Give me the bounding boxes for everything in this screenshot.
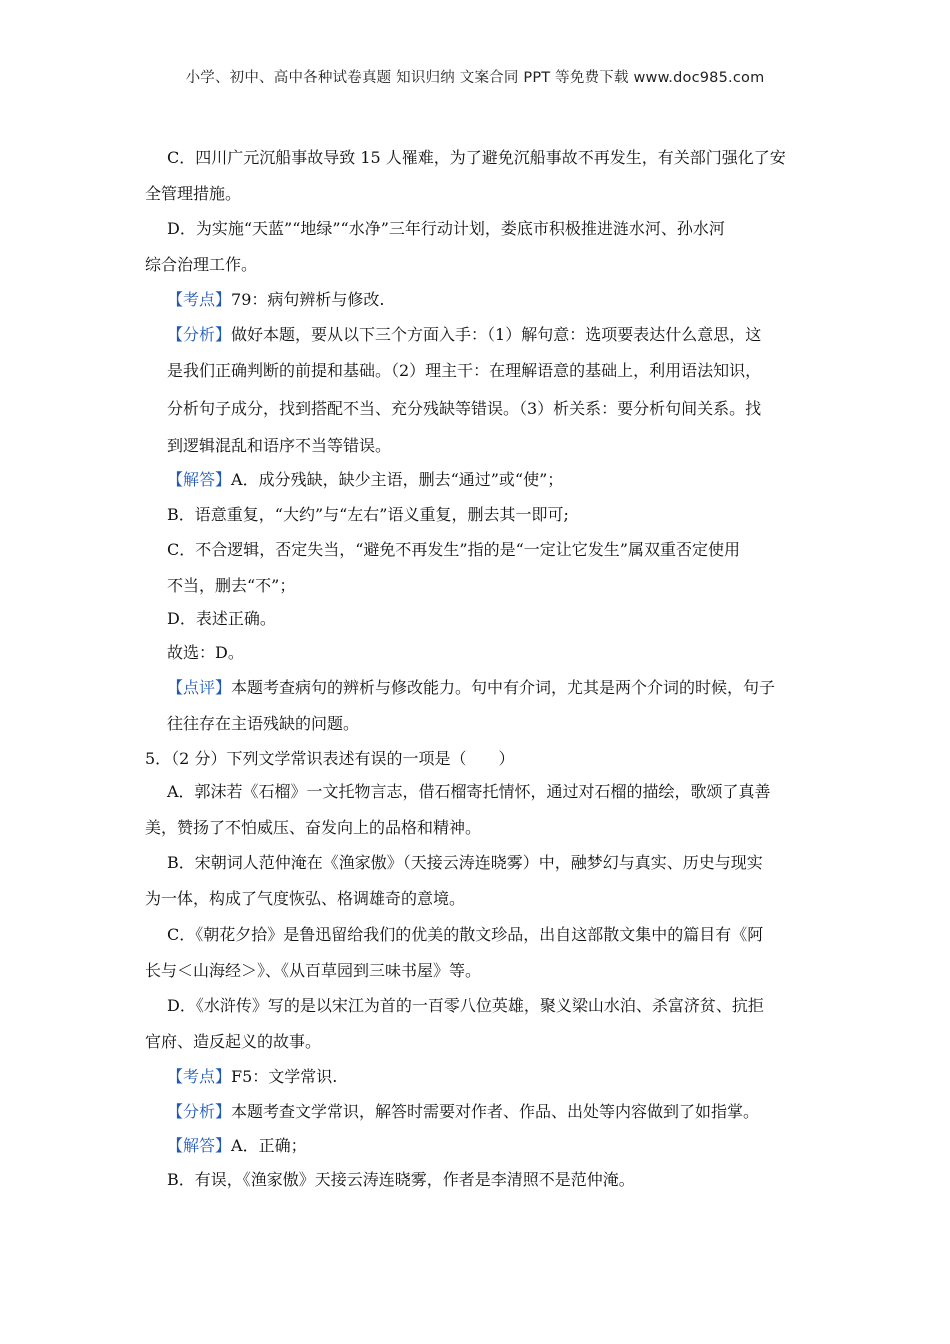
- kaodian-tag: 【考点】: [167, 290, 232, 309]
- q4-dianping-line2: 往往存在主语残缺的问题。: [167, 714, 360, 733]
- q4-jieda-line2: B．语意重复，“大约”与“左右”语义重复，删去其一即可;: [167, 505, 569, 524]
- q4-fenxi-line1: 做好本题，要从以下三个方面入手：（1）解句意：选项要表达什么意思，这: [231, 325, 762, 344]
- q5-option-d-line1: D．《水浒传》写的是以宋江为首的一百零八位英雄，聚义梁山水泊、杀富济贫、抗拒: [167, 996, 764, 1015]
- q4-jieda-line6: 故选：D。: [167, 643, 244, 662]
- q5-kaodian: [167, 1067, 337, 1087]
- q4-dianping-line1: 本题考查病句的辨析与修改能力。句中有介词，尤其是两个介词的时候，句子: [231, 678, 776, 697]
- q5-jieda: [167, 1136, 307, 1156]
- q5-fenxi: [167, 1102, 759, 1122]
- dianping-tag: 【点评】: [167, 678, 232, 697]
- q4-kaodian-text: 79：病句辨析与修改.: [231, 290, 385, 309]
- fenxi-tag: 【分析】: [167, 1102, 232, 1121]
- q4-fenxi-line3: 分析句子成分，找到搭配不当、充分残缺等错误。（3）析关系：要分析句间关系。找: [167, 399, 762, 418]
- q5-jieda-line1: A．正确；: [231, 1136, 307, 1155]
- q5-option-a-line1: A．郭沫若《石榴》一文托物言志，借石榴寄托情怀，通过对石榴的描绘，歌颂了真善: [167, 782, 771, 801]
- kaodian-tag: 【考点】: [167, 1067, 232, 1086]
- jieda-tag: 【解答】: [167, 1136, 232, 1155]
- q4-fenxi-line2: 是我们正确判断的前提和基础。（2）理主干：在理解语意的基础上，利用语法知识，: [167, 361, 762, 380]
- jieda-tag: 【解答】: [167, 470, 232, 489]
- q4-jieda-line4: 不当，删去“不”；: [167, 576, 296, 595]
- q5-option-d-line2: 官府、造反起义的故事。: [145, 1032, 322, 1051]
- q5-option-c-line2: 长与＜山海经＞》、《从百草园到三味书屋》等。: [145, 961, 482, 980]
- q4-option-d-line1: D．为实施“天蓝”“地绿”“水净”三年行动计划，娄底市积极推进涟水河、孙水河: [167, 219, 725, 238]
- q5-kaodian-text: F5：文学常识.: [231, 1067, 338, 1086]
- q4-jieda: [167, 470, 563, 490]
- q5-option-c-line1: C．《朝花夕拾》是鲁迅留给我们的优美的散文珍品，出自这部散文集中的篇目有《阿: [167, 925, 764, 944]
- q4-fenxi-line4: 到逻辑混乱和语序不当等错误。: [167, 436, 392, 455]
- q5-option-a-line2: 美，赞扬了不怕威压、奋发向上的品格和精神。: [145, 818, 482, 837]
- fenxi-tag: 【分析】: [167, 325, 232, 344]
- q4-fenxi: [167, 325, 761, 345]
- q5-stem: 5．（2 分）下列文学常识表述有误的一项是（ ）: [145, 749, 515, 768]
- q4-jieda-line3: C．不合逻辑，否定失当，“避免不再发生”指的是“一定让它发生”属双重否定使用: [167, 540, 740, 559]
- q4-jieda-line5: D．表述正确。: [167, 609, 276, 628]
- page-header: 小学、初中、高中各种试卷真题 知识归纳 文案合同 PPT 等免费下载 www.doc985.com: [185, 70, 765, 86]
- q4-jieda-line1: A．成分残缺，缺少主语，删去“通过”或“使”；: [231, 470, 564, 489]
- q4-kaodian: [167, 290, 384, 310]
- q5-option-b-line2: 为一体，构成了气度恢弘、格调雄奇的意境。: [145, 889, 466, 908]
- q4-option-c-line1: C．四川广元沉船事故导致 15 人罹难，为了避免沉船事故不再发生，有关部门强化了安: [167, 148, 786, 167]
- q4-dianping: [167, 678, 775, 698]
- q5-option-b-line1: B．宋朝词人范仲淹在《渔家傲》（天接云涛连晓雾）中，融梦幻与真实、历史与现实: [167, 853, 763, 872]
- q5-fenxi-text: 本题考查文学常识，解答时需要对作者、作品、出处等内容做到了如指掌。: [231, 1102, 760, 1121]
- q4-option-d-line2: 综合治理工作。: [145, 255, 258, 274]
- q5-jieda-line2: B．有误，《渔家傲》天接云涛连晓雾，作者是李清照不是范仲淹。: [167, 1170, 635, 1189]
- q4-option-c-line2: 全管理措施。: [145, 184, 242, 203]
